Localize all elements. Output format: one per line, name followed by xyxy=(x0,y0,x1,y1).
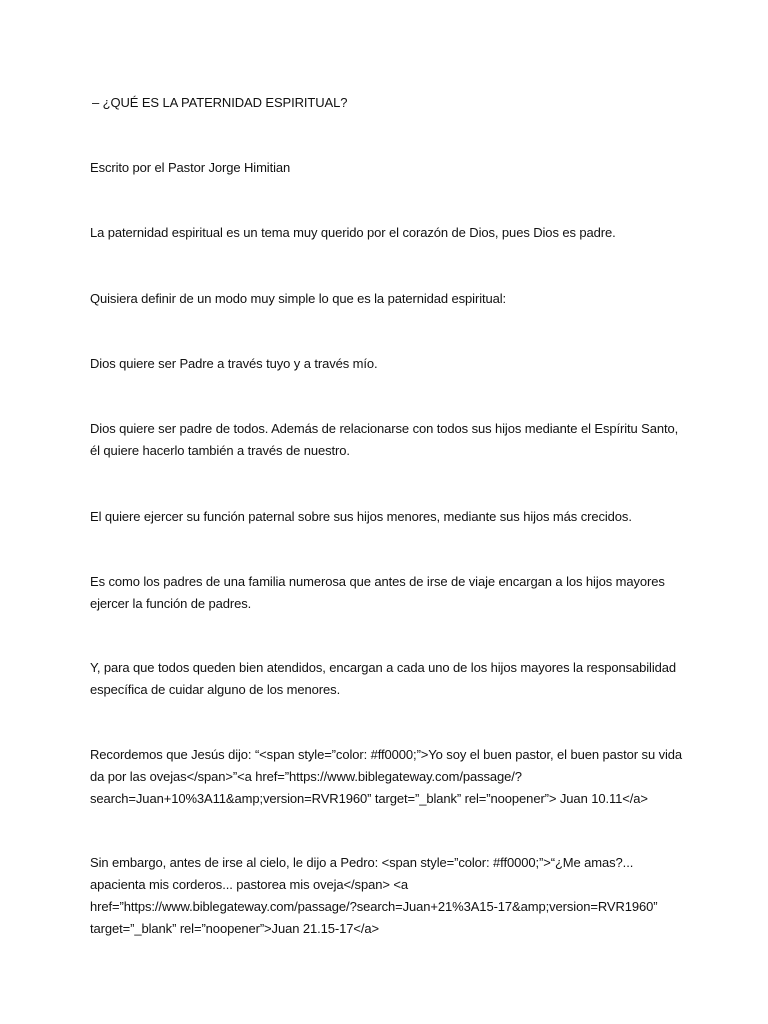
paragraph-7-line-2: específica de cuidar alguno de los menores. xyxy=(90,682,341,697)
paragraph-5: El quiere ejercer su función paternal sobre sus hijos menores, mediante sus hijos más crecidos. xyxy=(90,509,632,524)
paragraph-8-line-2: da por las ovejas</span>”<a href=”https://www.biblegateway.com/passage/? xyxy=(90,769,522,784)
author-line: Escrito por el Pastor Jorge Himitian xyxy=(90,160,291,175)
paragraph-7-line-1: Y, para que todos queden bien atendidos, encargan a cada uno de los hijos mayores la responsabilidad xyxy=(90,660,677,675)
paragraph-8-line-1: Recordemos que Jesús dijo: “<span style=”color: #ff0000;”>Yo soy el buen pastor, el buen pastor su vida xyxy=(90,747,683,762)
paragraph-4-line-2: él quiere hacerlo también a través de nuestro. xyxy=(90,443,350,458)
document-title: – ¿QUÉ ES LA PATERNIDAD ESPIRITUAL? xyxy=(92,95,348,110)
paragraph-9-line-4: target=”_blank” rel=”noopener”>Juan 21.15-17</a> xyxy=(90,921,379,936)
paragraph-3: Dios quiere ser Padre a través tuyo y a través mío. xyxy=(90,356,378,371)
paragraph-4-line-1: Dios quiere ser padre de todos. Además de relacionarse con todos sus hijos mediante el Espíritu Santo, xyxy=(90,421,679,436)
paragraph-9-line-2: apacienta mis corderos... pastorea mis oveja</span> <a xyxy=(90,877,408,892)
paragraph-6-line-2: ejercer la función de padres. xyxy=(90,596,252,611)
paragraph-8-line-3: search=Juan+10%3A11&amp;version=RVR1960” target=”_blank” rel=”noopener”> Juan 10.11</a> xyxy=(90,791,648,806)
paragraph-9-line-3: href=”https://www.biblegateway.com/passage/?search=Juan+21%3A15-17&amp;version=RVR1960” xyxy=(90,899,658,914)
paragraph-6-line-1: Es como los padres de una familia numerosa que antes de irse de viaje encargan a los hijos mayores xyxy=(90,574,665,589)
paragraph-9-line-1: Sin embargo, antes de irse al cielo, le dijo a Pedro: <span style=”color: #ff0000;”>“¿Me amas?... xyxy=(90,855,634,870)
paragraph-1: La paternidad espiritual es un tema muy querido por el corazón de Dios, pues Dios es padre. xyxy=(90,225,616,240)
paragraph-2: Quisiera definir de un modo muy simple lo que es la paternidad espiritual: xyxy=(90,291,507,306)
